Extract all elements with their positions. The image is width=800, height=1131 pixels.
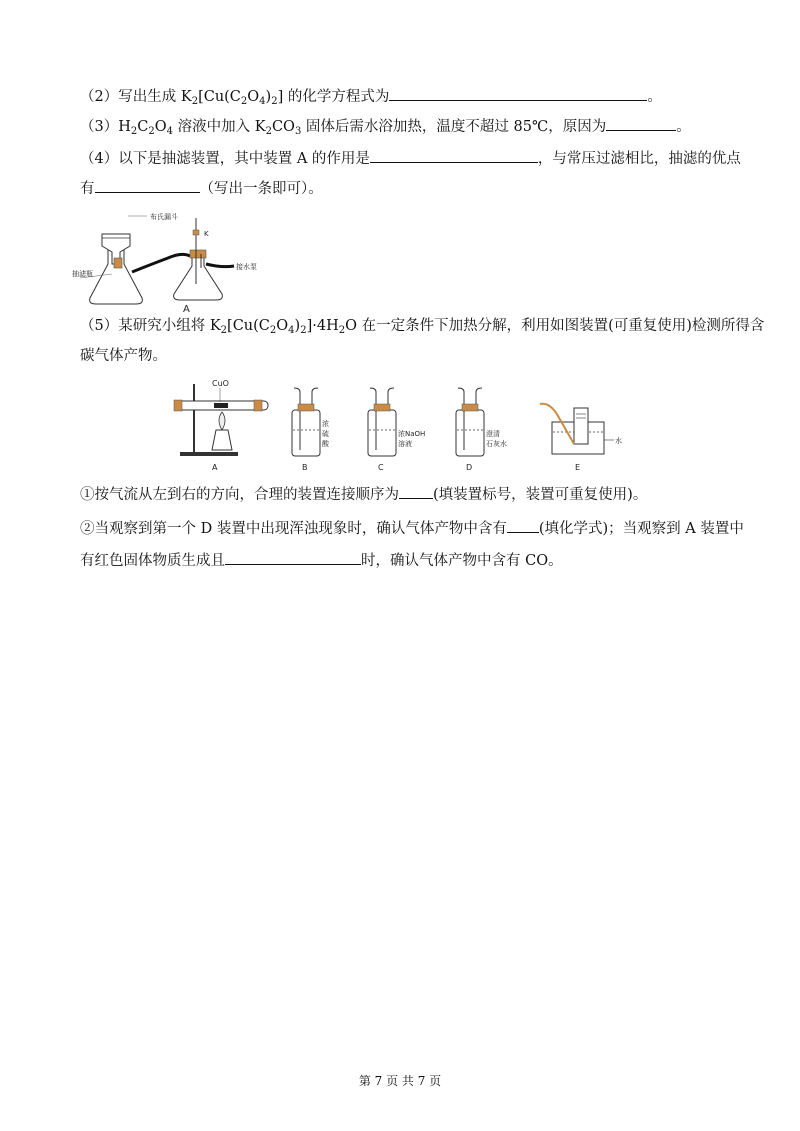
stopper — [298, 404, 314, 411]
stopper — [114, 258, 122, 268]
rubber-tube — [132, 254, 190, 272]
valve-label: K — [204, 230, 209, 238]
sub: 2 — [338, 325, 346, 336]
water-label: 水 — [615, 437, 622, 445]
q5-2-text: 有红色固体物质生成且 — [80, 553, 225, 569]
inlet-outlet-tubes — [458, 388, 482, 404]
sub: 4 — [259, 96, 266, 107]
q3-text: CO — [271, 119, 295, 135]
answer-blank[interactable] — [389, 84, 647, 101]
stopper — [462, 404, 478, 411]
q5-text: O — [276, 318, 289, 334]
q4-text: （写出一条即可）。 — [199, 181, 323, 197]
sub: 2 — [220, 325, 228, 336]
answer-blank[interactable] — [606, 114, 676, 131]
q5-text: 碳气体产物。 — [80, 348, 167, 364]
question-5-line-1 — [80, 316, 764, 336]
answer-blank[interactable] — [370, 146, 538, 163]
sub: 2 — [240, 96, 248, 107]
question-4-line-1 — [80, 146, 741, 169]
stopper — [374, 404, 390, 411]
answer-blank[interactable] — [95, 176, 200, 193]
stand-base — [180, 452, 238, 456]
alcohol-lamp — [212, 430, 232, 450]
flask-label: 抽滤瓶 — [72, 270, 93, 278]
b-label: 酸 — [322, 440, 329, 448]
apparatus-c — [368, 388, 425, 472]
sub: 2 — [148, 126, 155, 137]
q2-text: [Cu(C — [198, 89, 241, 105]
b-label: 硫 — [322, 430, 329, 438]
q2-text: ] 的化学方程式为 — [277, 89, 390, 105]
d-label: 澄清 — [486, 430, 500, 438]
q4-text: （4）以下是抽滤装置，其中装置 A 的作用是 — [80, 151, 370, 167]
q2-text: 。 — [647, 89, 662, 105]
question-5-line-2 — [80, 346, 167, 366]
q3-number: （3） — [80, 119, 119, 135]
sub: 3 — [294, 126, 302, 137]
figure-label-a: A — [183, 304, 190, 314]
stopper — [254, 400, 262, 411]
question-5-2-line-2 — [80, 548, 563, 571]
answer-blank[interactable] — [225, 548, 361, 565]
q5-1-text: (填装置标号，装置可重复使用)。 — [433, 487, 648, 503]
label-c: C — [378, 463, 384, 472]
sub: 4 — [166, 126, 174, 137]
pump-tube — [206, 264, 234, 267]
valve-icon — [193, 230, 199, 235]
question-5-1 — [80, 482, 647, 505]
q3-text: O — [154, 119, 167, 135]
q5-text: O 在一定条件下加热分解，利用如图装置(可重复使用)检测所得含 — [345, 318, 765, 334]
inlet-outlet-tubes — [370, 388, 394, 404]
collecting-bottle — [574, 408, 588, 444]
d-label: 石灰水 — [486, 440, 507, 448]
apparatus-a — [174, 379, 268, 472]
q3-text: 固体后需水浴加热，温度不超过 85℃，原因为 — [301, 119, 607, 135]
pump-label: 接水泵 — [236, 263, 257, 271]
c-label: 浓NaOH — [398, 430, 426, 438]
q5-text: （5）某研究小组将 K — [80, 318, 221, 334]
sub: 4 — [288, 325, 295, 336]
label-a: A — [212, 463, 218, 472]
gas-bottle — [292, 410, 320, 456]
stopper — [190, 250, 206, 258]
q3-text: 溶液中加入 K — [173, 119, 266, 135]
q2-number: （2） — [80, 89, 119, 105]
funnel-label: 布氏漏斗 — [150, 213, 178, 221]
suction-filtration-figure — [72, 212, 282, 314]
q3-text: 。 — [676, 119, 691, 135]
q5-1-text: ①按气流从左到右的方向，合理的装置连接顺序为 — [80, 487, 399, 503]
stopper — [174, 400, 182, 411]
sub: 2 — [130, 126, 138, 137]
q5-2-text: ②当观察到第一个 D 装置中出现浑浊现象时，确认气体产物中含有 — [80, 521, 507, 537]
sub: 2 — [265, 126, 272, 137]
apparatus-figure — [172, 374, 632, 474]
sub: 2 — [191, 96, 199, 107]
gas-bottle — [368, 410, 396, 456]
q5-text: ]·4H — [306, 318, 339, 334]
question-2 — [80, 84, 662, 107]
sub: 2 — [269, 325, 277, 336]
answer-blank[interactable] — [507, 516, 539, 533]
question-4-line-2 — [80, 176, 323, 199]
inlet-outlet-tubes — [294, 388, 318, 404]
safety-flask-a — [174, 252, 223, 300]
sub: 2 — [300, 325, 307, 336]
label-d: D — [466, 463, 473, 472]
page-footer: 第 7 页 共 7 页 — [358, 1074, 442, 1088]
answer-blank[interactable] — [399, 482, 433, 499]
q5-text: [Cu(C — [227, 318, 270, 334]
q3-text: H — [118, 119, 131, 135]
sub: 2 — [271, 96, 278, 107]
q2-text: ) — [265, 89, 272, 105]
b-label: 浓 — [322, 420, 329, 428]
label-b: B — [302, 463, 308, 472]
q5-text: ) — [294, 318, 301, 334]
q2-text: 写出生成 K — [118, 89, 192, 105]
flame-icon — [219, 412, 225, 430]
q4-text: ，与常压过滤相比，抽滤的优点 — [537, 151, 741, 167]
c-label: 溶液 — [398, 440, 412, 448]
label-e: E — [575, 463, 581, 472]
q4-text: 有 — [80, 181, 95, 197]
cuo-label: CuO — [212, 379, 229, 388]
apparatus-d — [456, 388, 507, 472]
q2-text: O — [247, 89, 260, 105]
question-5-2-line-1 — [80, 516, 744, 539]
q5-2-text: 时，确认气体产物中含有 CO。 — [361, 553, 563, 569]
q3-text: C — [137, 119, 149, 135]
gas-bottle — [456, 410, 484, 456]
q5-2-text: (填化学式)；当观察到 A 装置中 — [538, 521, 744, 537]
question-3 — [80, 114, 691, 137]
apparatus-b — [292, 388, 330, 472]
cuo-powder — [214, 403, 228, 408]
apparatus-e — [540, 404, 622, 472]
